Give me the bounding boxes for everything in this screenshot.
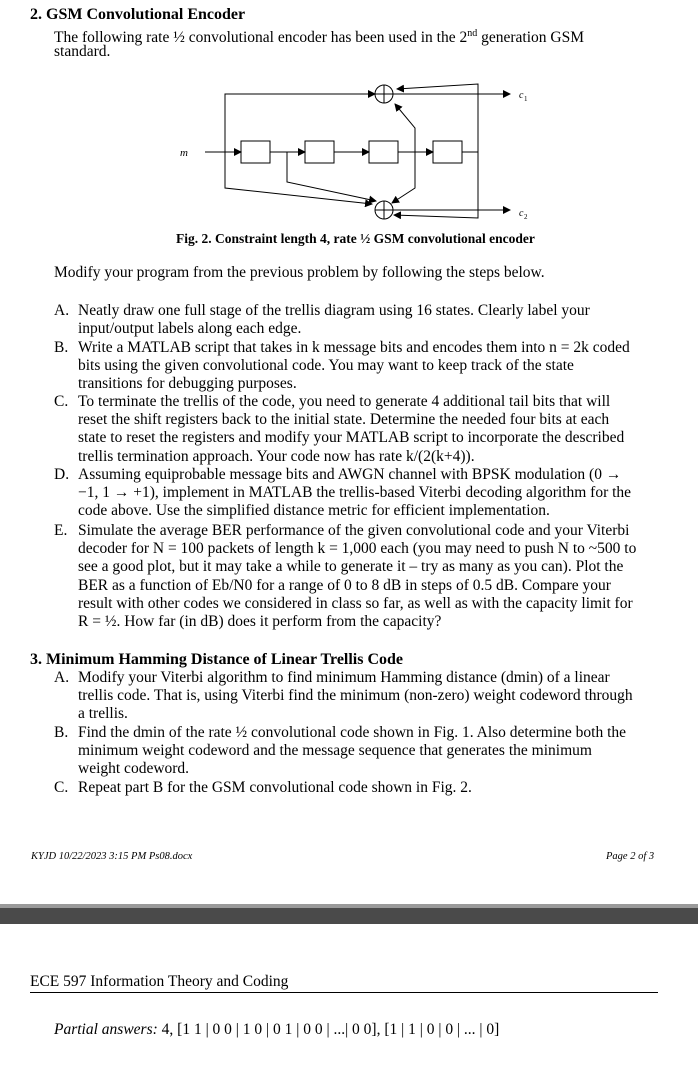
output-c2-sub: 2 bbox=[524, 213, 528, 221]
intro-text: The following rate ½ convolutional encoder has been used in the 2 bbox=[54, 29, 468, 47]
item-line: see a good plot, but it may take a while to generate it – try as many as you can). Plot the bbox=[78, 558, 624, 576]
partial-answers-values: 4, [1 1 | 0 0 | 1 0 | 0 1 | 0 0 | ...| 0 0], [1 | 1 | 0 | 0 | ... | 0] bbox=[157, 1021, 500, 1038]
item-line: a trellis. bbox=[78, 705, 128, 723]
footer-page-number: Page 2 of 3 bbox=[606, 851, 655, 862]
intro-superscript: nd bbox=[467, 28, 478, 39]
section-2-intro-line2: standard. bbox=[54, 43, 111, 60]
section-3-heading: 3. Minimum Hamming Distance of Linear Trellis Code bbox=[30, 651, 404, 668]
modify-text: Modify your program from the previous problem by following the steps below. bbox=[54, 264, 545, 281]
item-line: reset the shift registers back to the initial state. Determine the needed four bits at each bbox=[78, 411, 610, 429]
item-letter: C. bbox=[54, 393, 69, 410]
item-line: state to reset the registers and modify your MATLAB script to incorporate the described bbox=[78, 429, 625, 447]
item-line: Find the dmin of the rate ½ convolutional code shown in Fig. 1. Also determine both the bbox=[78, 724, 627, 741]
output-c1-label: c bbox=[519, 90, 524, 101]
item-line: bits using the given convolutional code. You may want to keep track of the state bbox=[78, 357, 574, 375]
register-3 bbox=[369, 141, 398, 163]
item-line: R = ½. How far (in dB) does it perform from the capacity? bbox=[78, 613, 442, 630]
item-line: Neatly draw one full stage of the trellis diagram using 16 states. Clearly label your bbox=[78, 302, 590, 319]
item-line: input/output labels along each edge. bbox=[78, 320, 302, 338]
item-letter: A. bbox=[54, 302, 70, 319]
item-line: decoder for N = 100 packets of length k = 1,000 each (you may need to push N to ~500 to bbox=[78, 540, 637, 558]
partial-answers bbox=[54, 1021, 499, 1039]
item-letter: B. bbox=[54, 339, 69, 356]
item-letter: A. bbox=[54, 669, 70, 686]
section-2-heading: 2. GSM Convolutional Encoder bbox=[30, 6, 246, 23]
item-letter: B. bbox=[54, 724, 69, 741]
item-line: weight codeword. bbox=[78, 760, 190, 778]
register-1 bbox=[241, 141, 270, 163]
register-2 bbox=[305, 141, 334, 163]
item-line: Assuming equiprobable message bits and AWGN channel with BPSK modulation (0 → bbox=[78, 466, 622, 483]
item-line: −1, 1 → +1), implement in MATLAB the trellis-based Viterbi decoding algorithm for the bbox=[78, 484, 632, 502]
item-line: result with other codes we considered in class so far, as well as with the capacity limit for bbox=[78, 594, 633, 612]
item-line: BER as a function of Eb/N0 for a range of 0 to 8 dB in steps of 0.5 dB. Compare your bbox=[78, 576, 611, 594]
item-line: Repeat part B for the GSM convolutional code shown in Fig. 2. bbox=[78, 779, 472, 796]
item-line: code above. Use the simplified distance metric for efficient implementation. bbox=[78, 502, 550, 520]
partial-answers-label: Partial answers: bbox=[54, 1021, 158, 1038]
next-page-header: ECE 597 Information Theory and Coding bbox=[30, 973, 289, 990]
page-separator bbox=[0, 908, 698, 924]
output-c2-label: c bbox=[519, 208, 524, 219]
footer-left: KYJD 10/22/2023 3:15 PM Ps08.docx bbox=[31, 851, 193, 862]
item-line: transitions for debugging purposes. bbox=[78, 375, 297, 393]
output-c1-sub: 1 bbox=[524, 95, 528, 103]
item-letter: E. bbox=[54, 522, 68, 539]
figure-caption: Fig. 2. Constraint length 4, rate ½ GSM convolutional encoder bbox=[176, 231, 535, 246]
register-4 bbox=[433, 141, 462, 163]
item-line: Write a MATLAB script that takes in k message bits and encodes them into n = 2k coded bbox=[78, 339, 630, 356]
intro-text-post: generation GSM bbox=[477, 29, 584, 47]
input-label: m bbox=[180, 147, 188, 159]
encoder-diagram bbox=[0, 0, 698, 260]
item-line: Simulate the average BER performance of the given convolutional code and your Viterbi bbox=[78, 522, 630, 539]
item-line: To terminate the trellis of the code, you need to generate 4 additional tail bits that will bbox=[78, 393, 611, 410]
item-line: trellis code. That is, using Viterbi find the minimum (non-zero) weight codeword through bbox=[78, 687, 633, 705]
item-line: Modify your Viterbi algorithm to find minimum Hamming distance (dmin) of a linear bbox=[78, 669, 610, 686]
header-rule bbox=[30, 992, 658, 993]
item-line: trellis termination approach. Your code now has rate k/(2(k+4)). bbox=[78, 447, 475, 465]
item-line: minimum weight codeword and the message sequence that generates the minimum bbox=[78, 742, 592, 760]
item-letter: D. bbox=[54, 466, 70, 483]
item-letter: C. bbox=[54, 779, 69, 796]
